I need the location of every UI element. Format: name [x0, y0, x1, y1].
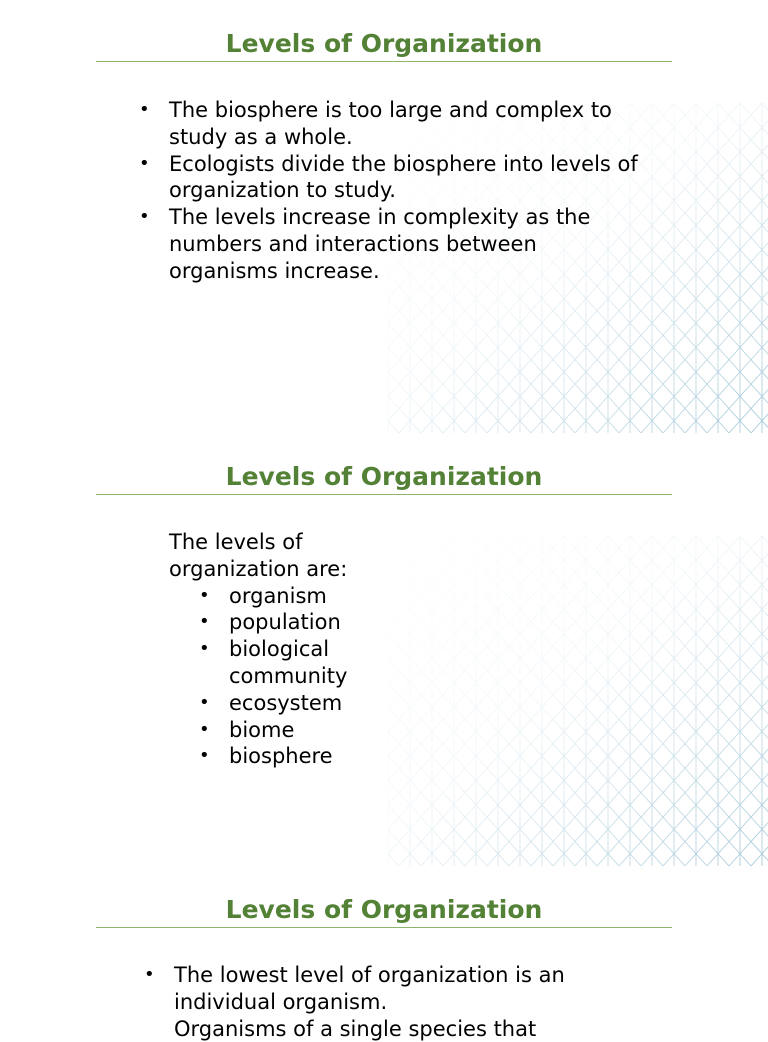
bullet-item: • The biosphere is too large and complex to study as a whole.: [139, 98, 612, 149]
slide-1: [0, 0, 768, 433]
level-item: • biome: [199, 717, 295, 742]
slide-title: Levels of Organization: [225, 462, 543, 491]
level-item: • population: [199, 610, 341, 635]
title-underline: [96, 927, 672, 928]
bullet-icon: •: [139, 152, 150, 174]
slide-3: [0, 866, 768, 1041]
bullet-icon: •: [139, 206, 150, 228]
bullet-icon: •: [199, 718, 210, 740]
levels-intro: The levels of organization are:: [169, 530, 348, 581]
bullet-icon: •: [144, 964, 155, 985]
title-underline: [96, 61, 672, 62]
levels-list: [169, 529, 369, 770]
slide-title: Levels of Organization: [225, 895, 543, 924]
bullet-item: • The levels increase in complexity as the numbers and interactions between organisms increase.: [139, 205, 591, 283]
level-item: • organism: [199, 583, 327, 608]
bullet-icon: •: [139, 99, 150, 120]
bullet-icon: •: [199, 638, 210, 660]
bullet-icon: •: [199, 611, 210, 633]
bullet-icon: •: [199, 584, 210, 606]
bullet-list: [139, 97, 639, 285]
level-item: • biosphere: [199, 744, 333, 769]
bullet-list: [144, 962, 634, 1042]
slide-title: Levels of Organization: [225, 29, 543, 58]
bullet-item: • The lowest level of organization is an individual organism.: [144, 963, 565, 1014]
title-underline: [96, 494, 672, 495]
triangle-grid-pattern: [388, 536, 768, 866]
bullet-item: Organisms of a single species that: [174, 1016, 537, 1041]
bullet-item: • Ecologists divide the biosphere into levels of organization to study.: [139, 151, 638, 203]
level-item: • biological community: [199, 637, 348, 688]
bullet-icon: •: [199, 745, 210, 767]
bullet-icon: •: [199, 691, 210, 713]
levels-sub-list: [169, 583, 369, 771]
level-item: • ecosystem: [199, 690, 343, 715]
slide-2: [0, 433, 768, 866]
